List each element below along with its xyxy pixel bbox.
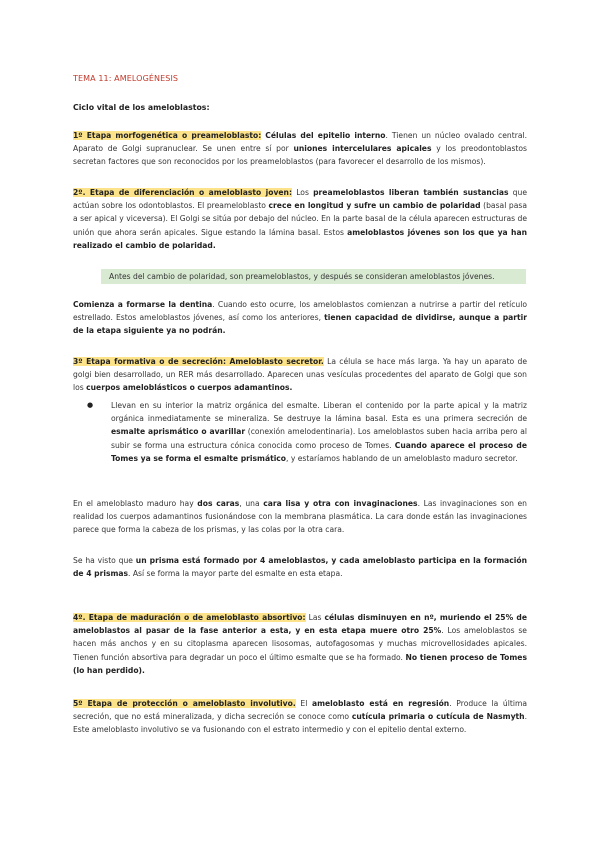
stage-4-text: Las [305,613,325,622]
paragraph-mature-ameloblast [73,497,527,537]
paragraph-stage-3 [73,355,527,395]
stage-1-text: . Tienen un núcleo ovalado central. Aparato de Golgi supranuclear. Se unen entre sí por [73,131,527,154]
stage-5-text: . Produce la última secreción, que no está mineralizada, y dicha secreción se conoce como [73,699,527,722]
stage-4-bold: No tienen proceso de Tomes (lo han perdido). [73,652,527,675]
bullet-span: Llevan en su interior la matriz orgánica del esmalte. Liberan el contenido por la parte apical y la matriz orgánica inmediatamente se mineraliza. Se destruye la lámina basal. Esta es una primera secreción de [111,401,527,424]
prism-text: Se ha visto que [73,556,136,565]
paragraph-stage-1 [73,129,527,169]
stage-1-label: 1º Etapa morfogenética o preameloblasto: [73,131,262,140]
section-heading: Ciclo vital de los ameloblastos: [73,103,210,112]
stage-5-bold: cutícula primaria o cutícula de Nasmyth [351,712,525,722]
stage-4-bold: células disminuyen en nº, muriendo el 25% de ameloblastos al pasar de la fase anterior a esta, y en esta etapa muere otro 25% [73,613,528,636]
paragraph-prism [73,554,527,580]
stage-2-text: Los [292,188,314,197]
page-title: TEMA 11: AMELOGÉNESIS [73,74,179,83]
bullet-icon: ● [87,401,94,409]
mature-bold: cara lisa y otra con invaginaciones [263,499,418,508]
stage-2-label: 2º. Etapa de diferenciación o ameloblasto joven: [73,188,292,197]
stage-4-text: . Los ameloblastos se hacen más anchos y en su citoplasma aparecen lisosomas, autofagosomas y muchas microvellosidades apicales. Tienen función absortiva para degradar un poco el último esmalte que se ha formado. [73,626,527,662]
stage-3-text: La célula se hace más larga. Ya hay un aparato de golgi bien desarrollado, un RER más desarrollado. Aparecen unas vesículas procedentes del aparato de Golgi que son los [73,357,527,393]
stage-3-label: 3º Etapa formativa o de secreción: Ameloblasto secretor. [73,357,324,366]
stage-2-text: que actúan sobre los odontoblastos. El preameloblasto [73,188,527,211]
paragraph-stage-5 [73,697,527,737]
bullet-bold: esmalte aprismático o avarillar [111,427,246,437]
stage-5-text: . Este ameloblasto involutivo se va fusionando con el estrato intermedio y con el epitelio dental externo. [73,712,527,735]
prism-bold: un prisma está formado por 4 ameloblastos, y cada ameloblasto participa en la formación de 4 prismas [73,556,527,579]
stage-2-text: (basal pasa a ser apical y viceversa). El Golgi se sitúa por debajo del núcleo. En la parte basal de la célula aparecen estructuras de unión que ahora serán apicales. Sigue estando la lámina basal. Estos [73,201,527,237]
paragraph-dentin [73,298,527,338]
paragraph-stage-2 [73,186,527,252]
stage-1-bold: Células del epitelio interno [265,131,386,140]
dentin-bold: Comienza a formarse la dentina [73,300,213,309]
bullet-bold: Cuando aparece el proceso de Tomes ya se forma el esmalte prismático [111,440,527,463]
stage-5-label: 5º Etapa de protección o ameloblasto involutivo. [73,699,296,708]
stage-1-text: y los preodontoblastos secretan factores que son reconocidos por los preameloblastos (para favorecer el desarrollo de los mismos). [73,144,527,167]
bullet-text [111,399,527,465]
prism-text: . Así se forma la mayor parte del esmalte en esta etapa. [128,569,343,579]
dentin-text: . Cuando esto ocurre, los ameloblastos comienzan a nutrirse a partir del retículo estrellado. Estos ameloblastos jóvenes, así como los anteriores, [73,300,527,323]
paragraph-stage-4 [73,611,527,677]
mature-bold: dos caras [197,499,240,508]
bullet-span: (conexión amelodentinaria). Los ameloblastos suben hacia arriba pero al subir se forma una estructura cónica conocida como proceso de Tomes. [111,427,528,450]
mature-text: . Las invaginaciones son en realidad los cuerpos adamantinos fusionándose con la membrana plasmática. La cara donde están las invaginaciones parece que forma la cabeza de los prismas, y las colas por la otra cara. [73,499,527,535]
mature-text: En el ameloblasto maduro hay [73,499,198,508]
stage-2-bold: preameloblastos liberan también sustancias [313,188,509,197]
stage-2-bold: ameloblastos jóvenes son los que ya han realizado el cambio de polaridad. [73,227,527,250]
bullet-span: , y estaríamos hablando de un ameloblasto maduro secretor. [286,453,518,463]
stage-1-bold: uniones intercelulares apicales [293,144,432,154]
stage-3-bold: cuerpos ameloblásticos o cuerpos adamantinos. [86,383,293,393]
stage-5-bold: ameloblasto está en regresión [311,699,450,708]
stage-5-text: El [295,699,312,708]
mature-text: , una [239,499,264,508]
polarity-note: Antes del cambio de polaridad, son preameloblastos, y después se consideran ameloblastos jóvenes. [101,269,526,284]
stage-4-label: 4º. Etapa de maduración o de ameloblasto absortivo: [73,613,306,622]
dentin-bold: tienen capacidad de dividirse, aunque a partir de la etapa siguiente ya no podrán. [73,313,527,336]
stage-2-bold: crece en longitud y sufre un cambio de polaridad [268,201,481,211]
